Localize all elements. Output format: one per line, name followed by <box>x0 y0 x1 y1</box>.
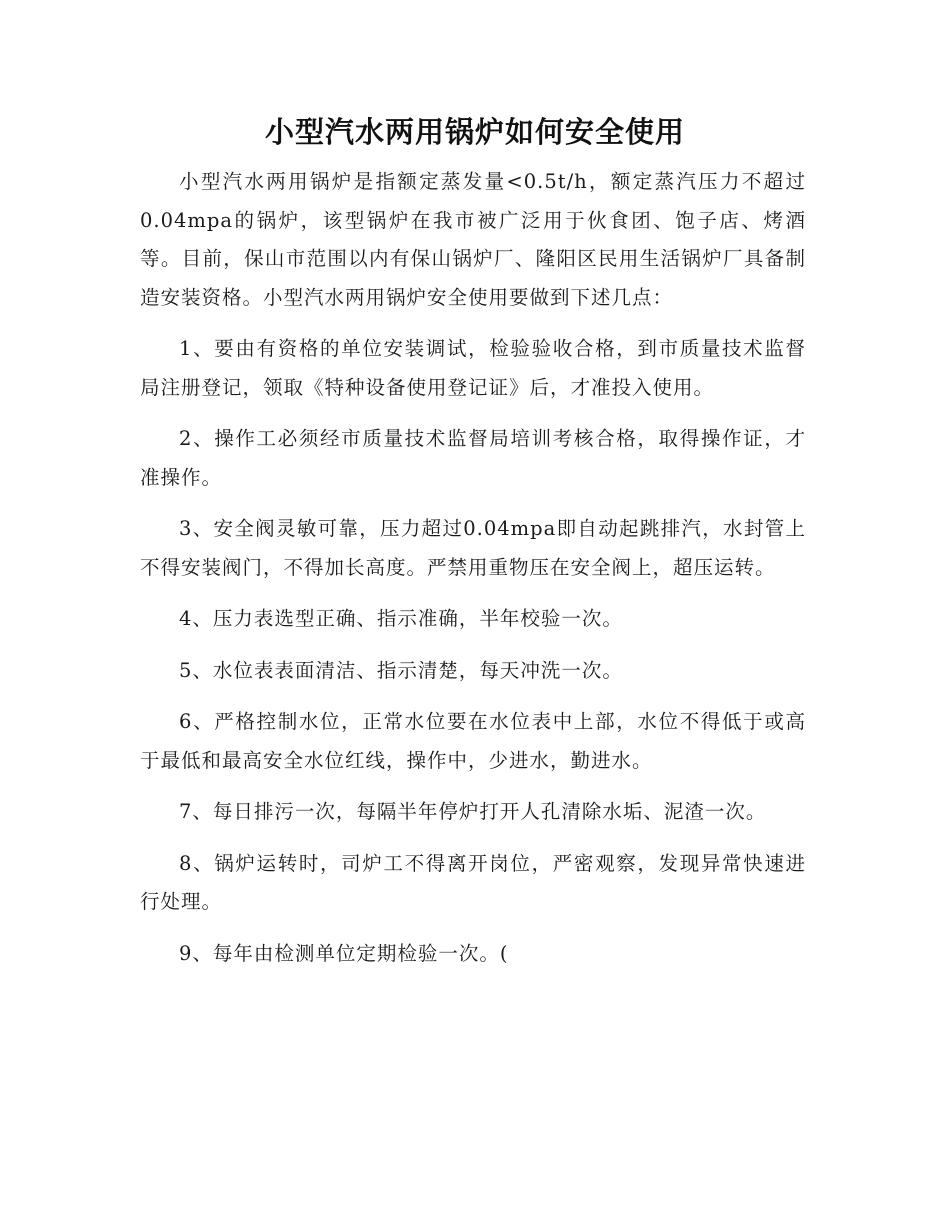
rule-7-paragraph: 7、每日排污一次，每隔半年停炉打开人孔清除水垢、泥渣一次。 <box>179 800 767 823</box>
rule-5-paragraph: 5、水位表表面清洁、指示清楚，每天冲洗一次。 <box>179 658 623 682</box>
rule-2-paragraph: 2、操作工必须经市质量技术监督局培训考核合格，取得操作证，才准操作。 <box>140 427 806 489</box>
rule-6-paragraph: 6、严格控制水位，正常水位要在水位表中上部，水位不得低于或高于最低和最高安全水位红线，操作中，少进水，勤进水。 <box>140 710 806 772</box>
intro-paragraph: 小型汽水两用锅炉是指额定蒸发量<0.5t/h，额定蒸汽压力不超过0.04mpa的锅炉，该型锅炉在我市被广泛用于伙食团、饱子店、烤酒等。目前，保山市范围以内有保山锅炉厂、隆阳区民用生活锅炉厂具备制造安装资格。小型汽水两用锅炉安全使用要做到下述几点： <box>140 170 806 309</box>
document-body <box>140 163 806 986</box>
rule-4-paragraph: 4、压力表选型正确、指示准确，半年校验一次。 <box>179 607 623 630</box>
rule-3-paragraph: 3、安全阀灵敏可靠，压力超过0.04mpa即自动起跳排汽，水封管上不得安装阀门，不得加长高度。严禁用重物压在安全阀上，超压运转。 <box>140 517 806 579</box>
rule-8-paragraph: 8、锅炉运转时，司炉工不得离开岗位，严密观察，发现异常快速进行处理。 <box>140 851 806 913</box>
document-title: 小型汽水两用锅炉如何安全使用 <box>264 115 685 149</box>
rule-1-paragraph: 1、要由有资格的单位安装调试，检验验收合格，到市质量技术监督局注册登记，领取《特种设备使用登记证》后，才准投入使用。 <box>140 337 806 399</box>
rule-9-paragraph: 9、每年由检测单位定期检验一次。( <box>179 941 509 965</box>
